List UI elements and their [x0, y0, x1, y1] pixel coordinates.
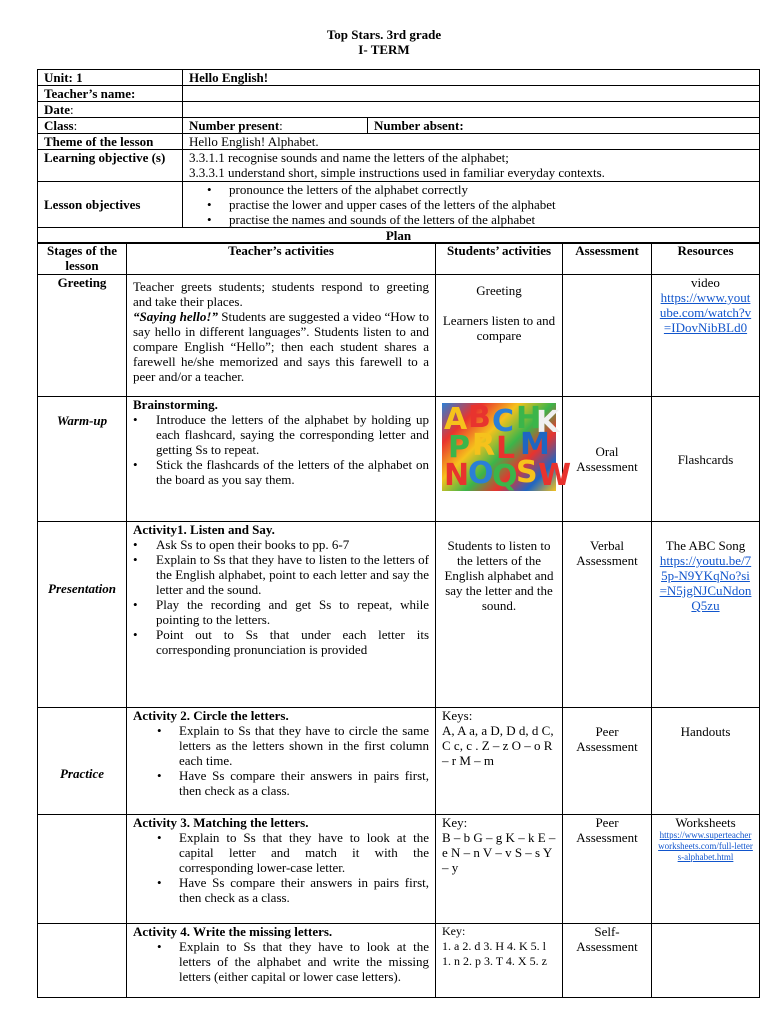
plan-title: Plan — [38, 228, 760, 244]
alphabet-letters-image: A B C H K P R L M N O Q S W — [444, 400, 572, 494]
lesson-objectives — [183, 182, 760, 228]
activity4-item-1: • Explain to Ss that they have to look at the letters of the alphabet and write the missing letters (either capital or lower case letters). — [133, 939, 429, 984]
warmup-resources: Flashcards — [652, 397, 760, 522]
unit-label: Unit: 1 — [38, 70, 183, 86]
learning-objective-label: Learning objective (s) — [38, 150, 183, 182]
col-teacher-header: Teacher’s activities — [127, 243, 436, 275]
unit-value: Hello English! — [183, 70, 760, 86]
lesson-objective-1: • pronounce the letters of the alphabet correctly — [189, 182, 753, 197]
activity4-row — [38, 924, 760, 998]
presentation-item-3: • Play the recording and get Ss to repeat, while pointing to the letters. — [133, 597, 429, 627]
activity2-keys-label: Keys: — [442, 708, 473, 723]
activity2-keys — [436, 708, 563, 815]
learning-objectives — [183, 150, 760, 182]
activity4-assessment: Self-Assessment — [563, 924, 652, 998]
learning-objective-1: 3.3.1.1 recognise sounds and name the letters of the alphabet; — [189, 150, 509, 165]
greeting-resource-label: video — [691, 275, 720, 290]
activity4-title: Activity 4. Write the missing letters. — [133, 924, 333, 939]
number-present-label: Number present: — [183, 118, 368, 134]
col-stages-header: Stages of the lesson — [38, 243, 127, 275]
warmup-assessment: Oral Assessment — [563, 397, 652, 522]
activity2-item-1: • Explain to Ss that they have to circle the same letters as the letters shown in the first column each time. — [133, 723, 429, 768]
teacher-name-value — [183, 86, 760, 102]
activity3-stage-cell — [38, 815, 127, 924]
presentation-students-activities: Students to listen to the letters of the English alphabet and say the letter and the sound. — [436, 522, 563, 708]
lesson-info-table — [37, 69, 760, 244]
activity2-item-2: • Have Ss compare their answers in pairs first, then check as a class. — [133, 768, 429, 798]
activity3-row — [38, 815, 760, 924]
lesson-objective-2: • practise the lower and upper cases of the letters of the alphabet — [189, 197, 753, 212]
greeting-assessment — [563, 275, 652, 397]
teacher-name-label: Teacher’s name: — [38, 86, 183, 102]
warmup-activity-title: Brainstorming. — [133, 397, 218, 412]
activity3-item-2: • Have Ss compare their answers in pairs first, then check as a class. — [133, 875, 429, 905]
theme-label: Theme of the lesson — [38, 134, 183, 150]
date-value — [183, 102, 760, 118]
activity2-keys-value: A, A a, a D, D d, d C, C c, c . Z – z O – o R – r M – m — [442, 723, 554, 768]
activity4-stage-cell — [38, 924, 127, 998]
greeting-teacher-activities — [127, 275, 436, 397]
greeting-resources — [652, 275, 760, 397]
presentation-item-4: • Point out to Ss that under each letter its corresponding pronunciation is provided — [133, 627, 429, 657]
plan-table — [37, 242, 760, 998]
greeting-students-2: Learners listen to and compare — [442, 313, 556, 343]
warmup-row — [38, 397, 760, 522]
presentation-teacher-activities — [127, 522, 436, 708]
worksheets-link[interactable]: https://www.superteacherworksheets.com/full-letters-alphabet.html — [658, 830, 753, 862]
practice-teacher-activities — [127, 708, 436, 815]
presentation-activity-title: Activity1. Listen and Say. — [133, 522, 275, 537]
greeting-students-1: Greeting — [476, 283, 522, 298]
learning-objective-2: 3.3.3.1 understand short, simple instructions used in familiar everyday contexts. — [189, 165, 605, 180]
lesson-objectives-label: Lesson objectives — [38, 182, 183, 228]
col-students-header: Students’ activities — [436, 243, 563, 275]
activity4-key-line-1: 1. a 2. d 3. H 4. K 5. l — [442, 939, 546, 953]
term-title: I- TERM — [358, 42, 410, 57]
greeting-paragraph-2: “Saying hello!” Students are suggested a video “How to say hello in different languages”. Students listen to and compare English “Hello”; then each student shares a farewell he/she memorized and says this farewell to a peer and/or a teacher. — [133, 309, 430, 384]
activity3-key-value: B – b G – g K – k E – e N – n V – v S – s Y – y — [442, 830, 556, 875]
class-label: Class: — [38, 118, 183, 134]
presentation-resource-label: The ABC Song — [665, 538, 746, 553]
document-title: Top Stars. 3rd grade — [326, 27, 442, 42]
activity4-resources — [652, 924, 760, 998]
stage-presentation: Presentation — [38, 522, 127, 708]
presentation-resources — [652, 522, 760, 708]
practice-row — [38, 708, 760, 815]
activity3-item-1: • Explain to Ss that they have to look at the capital letter and match it with the corresponding lower-case letter. — [133, 830, 429, 875]
activity3-resources — [652, 815, 760, 924]
presentation-item-2: • Explain to Ss that they have to listen to the letters of the English alphabet, point to each letter and say the letter and the sound. — [133, 552, 429, 597]
greeting-video-link[interactable]: https://www.youtube.com/watch?v=IDovNibBLd0 — [659, 290, 752, 335]
activity4-teacher-activities — [127, 924, 436, 998]
activity4-keys — [436, 924, 563, 998]
presentation-row — [38, 522, 760, 708]
stage-practice: Practice — [38, 708, 127, 815]
lesson-objective-3: • practise the names and sounds of the letters of the alphabet — [189, 212, 753, 227]
warmup-teacher-activities — [127, 397, 436, 522]
col-resources-header: Resources — [652, 243, 760, 275]
activity3-keys — [436, 815, 563, 924]
theme-value: Hello English! Alphabet. — [183, 134, 760, 150]
warmup-item-2: • Stick the flashcards of the letters of the alphabet on the board as you say them. — [133, 457, 429, 487]
stage-greeting: Greeting — [38, 275, 127, 397]
activity4-key-line-2: 1. n 2. p 3. T 4. X 5. z — [442, 954, 547, 968]
activity3-title: Activity 3. Matching the letters. — [133, 815, 309, 830]
date-label: Date: — [38, 102, 183, 118]
activity4-key-label: Key: — [442, 924, 466, 938]
activity3-teacher-activities — [127, 815, 436, 924]
activity2-title: Activity 2. Circle the letters. — [133, 708, 289, 723]
warmup-image-cell — [436, 397, 572, 522]
activity2-assessment: Peer Assessment — [563, 708, 652, 815]
presentation-assessment: Verbal Assessment — [563, 522, 652, 708]
activity2-resources: Handouts — [652, 708, 760, 815]
greeting-paragraph-1: Teacher greets students; students respond to greeting and take their places. — [133, 279, 429, 309]
stage-warmup: Warm-up — [38, 397, 127, 522]
presentation-item-1: • Ask Ss to open their books to pp. 6-7 — [133, 537, 429, 552]
warmup-item-1: • Introduce the letters of the alphabet by holding up each flashcard, saying the corresponding letter and getting Ss to repeat. — [133, 412, 429, 457]
col-assessment-header: Assessment — [563, 243, 652, 275]
greeting-students-activities — [436, 275, 563, 397]
activity3-assessment: Peer Assessment — [563, 815, 652, 924]
activity3-key-label: Key: — [442, 815, 468, 830]
greeting-row — [38, 275, 760, 397]
activity3-resource-label: Worksheets — [675, 815, 736, 830]
number-absent-label: Number absent: — [368, 118, 760, 134]
abc-song-link[interactable]: https://youtu.be/75p-N9YKqNo?si=N5jgNJCuNdonQ5zu — [659, 553, 752, 613]
